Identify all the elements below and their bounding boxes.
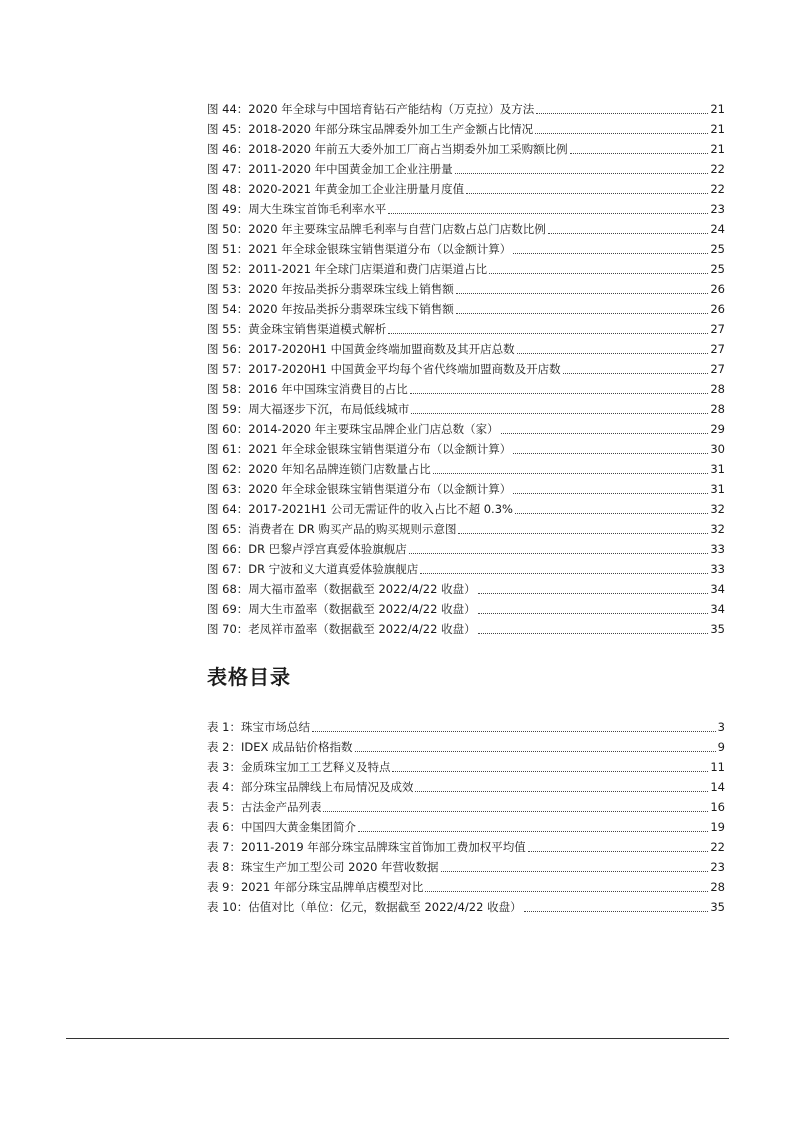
- table-toc-entry-page-number: 28: [710, 880, 725, 894]
- figure-toc-entry-page-number: 25: [710, 242, 725, 256]
- table-toc-entry[interactable]: [207, 775, 725, 795]
- figure-toc-entry-page-number: 21: [710, 102, 725, 116]
- figure-toc-entry-page-number: 23: [710, 202, 725, 216]
- dot-leader: [478, 613, 709, 614]
- table-toc-entry-label: 表 1：珠宝市场总结: [207, 720, 310, 734]
- figure-toc-entry-page-number: 28: [710, 402, 725, 416]
- figure-toc-entry-label: 图 64：2017-2021H1 公司无需证件的收入占比不超 0.3%: [207, 502, 513, 516]
- figure-toc-entry[interactable]: [207, 337, 725, 357]
- figure-toc-entry[interactable]: [207, 237, 725, 257]
- table-toc-entry-label: 表 7：2011-2019 年部分珠宝品牌珠宝首饰加工费加权平均值: [207, 840, 526, 854]
- figure-toc-entry-label: 图 53：2020 年按品类拆分翡翠珠宝线上销售额: [207, 282, 454, 296]
- figure-toc-entry[interactable]: [207, 597, 725, 617]
- figure-toc-entry[interactable]: [207, 557, 725, 577]
- figure-toc-entry-page-number: 27: [710, 362, 725, 376]
- figure-toc-entry-label: 图 60：2014-2020 年主要珠宝品牌企业门店总数（家）: [207, 422, 499, 436]
- figure-toc-entry[interactable]: [207, 257, 725, 277]
- figure-toc-entry-page-number: 34: [710, 582, 725, 596]
- table-toc-entry[interactable]: [207, 735, 725, 755]
- figure-toc-entry-label: 图 48：2020-2021 年黄金加工企业注册量月度值: [207, 182, 465, 196]
- figure-toc-entry[interactable]: [207, 477, 725, 497]
- figure-toc-entry-page-number: 31: [710, 482, 725, 496]
- figure-toc-entry[interactable]: [207, 397, 725, 417]
- figure-toc-entry[interactable]: [207, 157, 725, 177]
- table-toc-entry-page-number: 35: [710, 900, 725, 914]
- dot-leader: [355, 751, 716, 752]
- figure-toc-entry-label: 图 52：2011-2021 年全球门店渠道和费门店渠道占比: [207, 262, 488, 276]
- dot-leader: [524, 911, 709, 912]
- figure-toc-entry[interactable]: [207, 497, 725, 517]
- dot-leader: [458, 533, 708, 534]
- figure-toc-entry-label: 图 55：黄金珠宝销售渠道模式解析: [207, 322, 387, 336]
- figure-toc-entry-label: 图 70：老凤祥市盈率（数据截至 2022/4/22 收盘）: [207, 622, 476, 636]
- figure-toc-entry-label: 图 44：2020 年全球与中国培育钻石产能结构（万克拉）及方法: [207, 102, 535, 116]
- figure-toc-entry-page-number: 34: [710, 602, 725, 616]
- figure-toc-entry-page-number: 21: [710, 122, 725, 136]
- figure-toc-entry-page-number: 35: [710, 622, 725, 636]
- figure-toc-entry[interactable]: [207, 117, 725, 137]
- figure-toc-entry[interactable]: [207, 137, 725, 157]
- dot-leader: [420, 573, 708, 574]
- figure-toc-entry-label: 图 45：2018-2020 年部分珠宝品牌委外加工生产金额占比情况: [207, 122, 534, 136]
- figure-toc-entry-page-number: 22: [710, 162, 725, 176]
- table-toc-entry-page-number: 9: [717, 740, 725, 754]
- figure-toc-entry[interactable]: [207, 377, 725, 397]
- table-toc-entry-label: 表 8：珠宝生产加工型公司 2020 年营收数据: [207, 860, 439, 874]
- table-toc-entry-page-number: 23: [710, 860, 725, 874]
- figure-toc-entry[interactable]: [207, 437, 725, 457]
- dot-leader: [388, 333, 708, 334]
- figure-list: [207, 97, 725, 637]
- figure-toc-entry-page-number: 26: [710, 302, 725, 316]
- figure-toc-entry-page-number: 31: [710, 462, 725, 476]
- dot-leader: [456, 293, 709, 294]
- figure-toc-entry-label: 图 51：2021 年全球金银珠宝销售渠道分布（以金额计算）: [207, 242, 512, 256]
- dot-leader: [513, 493, 708, 494]
- dot-leader: [455, 173, 709, 174]
- figure-toc-entry-page-number: 33: [710, 542, 725, 556]
- dot-leader: [478, 593, 709, 594]
- table-toc-entry[interactable]: [207, 815, 725, 835]
- table-toc-entry-page-number: 11: [710, 760, 725, 774]
- table-toc-entry[interactable]: [207, 875, 725, 895]
- dot-leader: [489, 273, 708, 274]
- figure-toc-entry[interactable]: [207, 317, 725, 337]
- dot-leader: [415, 791, 708, 792]
- dot-leader: [456, 313, 709, 314]
- dot-leader: [563, 373, 709, 374]
- dot-leader: [517, 353, 709, 354]
- figure-toc-entry-label: 图 59：周大福逐步下沉，布局低线城市: [207, 402, 410, 416]
- figure-toc-entry-page-number: 22: [710, 182, 725, 196]
- figure-toc-entry-label: 图 65：消费者在 DR 购买产品的购买规则示意图: [207, 522, 457, 536]
- figure-toc-entry-page-number: 26: [710, 282, 725, 296]
- figure-toc-entry-page-number: 32: [710, 502, 725, 516]
- figure-toc-entry-label: 图 62：2020 年知名品牌连锁门店数量占比: [207, 462, 431, 476]
- figure-toc-entry-label: 图 68：周大福市盈率（数据截至 2022/4/22 收盘）: [207, 582, 476, 596]
- figure-toc-entry-label: 图 58：2016 年中国珠宝消费目的占比: [207, 382, 408, 396]
- figure-toc-entry-label: 图 66：DR 巴黎卢浮宫真爱体验旗舰店: [207, 542, 407, 556]
- table-toc-entry[interactable]: [207, 895, 725, 915]
- figure-toc-entry-label: 图 61：2021 年全球金银珠宝销售渠道分布（以金额计算）: [207, 442, 512, 456]
- figure-toc-entry[interactable]: [207, 177, 725, 197]
- figure-toc-entry[interactable]: [207, 297, 725, 317]
- table-toc-entry-label: 表 6：中国四大黄金集团简介: [207, 820, 356, 834]
- dot-leader: [323, 811, 708, 812]
- table-toc-entry-page-number: 16: [710, 800, 725, 814]
- tables-section-title: 表格目录: [207, 665, 291, 689]
- figure-toc-entry-label: 图 47：2011-2020 年中国黄金加工企业注册量: [207, 162, 453, 176]
- table-toc-entry-label: 表 9：2021 年部分珠宝品牌单店模型对比: [207, 880, 424, 894]
- table-toc-entry-label: 表 4：部分珠宝品牌线上布局情况及成效: [207, 780, 414, 794]
- dot-leader: [535, 133, 708, 134]
- figure-toc-entry-page-number: 33: [710, 562, 725, 576]
- footer-divider: [66, 1038, 729, 1039]
- dot-leader: [515, 513, 708, 514]
- figure-toc-entry-page-number: 21: [710, 142, 725, 156]
- table-toc-entry[interactable]: [207, 855, 725, 875]
- figure-toc-entry-page-number: 29: [710, 422, 725, 436]
- figure-toc-entry-page-number: 24: [710, 222, 725, 236]
- table-toc-entry-label: 表 10：估值对比（单位：亿元，数据截至 2022/4/22 收盘）: [207, 900, 522, 914]
- table-toc-entry-page-number: 3: [717, 720, 725, 734]
- figure-toc-entry-page-number: 27: [710, 322, 725, 336]
- figure-toc-entry-label: 图 63：2020 年全球金银珠宝销售渠道分布（以金额计算）: [207, 482, 512, 496]
- figure-toc-entry[interactable]: [207, 517, 725, 537]
- figure-toc-entry[interactable]: [207, 537, 725, 557]
- figure-toc-entry[interactable]: [207, 97, 725, 117]
- figure-toc-entry-page-number: 30: [710, 442, 725, 456]
- dot-leader: [358, 831, 708, 832]
- figure-toc-entry[interactable]: [207, 357, 725, 377]
- figure-toc-entry[interactable]: [207, 217, 725, 237]
- dot-leader: [411, 413, 708, 414]
- dot-leader: [478, 633, 709, 634]
- dot-leader: [536, 113, 708, 114]
- table-toc-entry[interactable]: [207, 835, 725, 855]
- dot-leader: [425, 891, 708, 892]
- dot-leader: [513, 253, 708, 254]
- dot-leader: [501, 433, 709, 434]
- dot-leader: [388, 213, 708, 214]
- table-toc-entry-label: 表 3：金质珠宝加工工艺释义及特点: [207, 760, 391, 774]
- figure-toc-entry[interactable]: [207, 197, 725, 217]
- figure-toc-entry-label: 图 56：2017-2020H1 中国黄金终端加盟商数及其开店总数: [207, 342, 515, 356]
- dot-leader: [513, 453, 708, 454]
- dot-leader: [433, 473, 709, 474]
- figure-toc-entry-page-number: 27: [710, 342, 725, 356]
- figure-toc-entry[interactable]: [207, 577, 725, 597]
- figure-toc-entry-label: 图 50：2020 年主要珠宝品牌毛利率与自营门店数占总门店数比例: [207, 222, 546, 236]
- dot-leader: [392, 771, 708, 772]
- figure-toc-entry-label: 图 69：周大生市盈率（数据截至 2022/4/22 收盘）: [207, 602, 476, 616]
- table-list: [207, 715, 725, 915]
- table-toc-entry-label: 表 5：古法金产品列表: [207, 800, 322, 814]
- dot-leader: [528, 851, 709, 852]
- dot-leader: [441, 871, 709, 872]
- table-toc-entry-label: 表 2：IDEX 成品钻价格指数: [207, 740, 353, 754]
- dot-leader: [570, 153, 709, 154]
- figure-toc-entry-label: 图 49：周大生珠宝首饰毛利率水平: [207, 202, 387, 216]
- table-toc-entry[interactable]: [207, 795, 725, 815]
- figure-toc-entry-label: 图 57：2017-2020H1 中国黄金平均每个省代终端加盟商数及开店数: [207, 362, 561, 376]
- dot-leader: [466, 193, 708, 194]
- dot-leader: [409, 553, 709, 554]
- table-toc-entry[interactable]: [207, 715, 725, 735]
- figure-toc-entry[interactable]: [207, 277, 725, 297]
- figure-toc-entry-page-number: 32: [710, 522, 725, 536]
- table-toc-entry-page-number: 19: [710, 820, 725, 834]
- table-toc-entry-page-number: 14: [710, 780, 725, 794]
- dot-leader: [410, 393, 709, 394]
- table-toc-entry-page-number: 22: [710, 840, 725, 854]
- figure-toc-entry[interactable]: [207, 457, 725, 477]
- dot-leader: [312, 731, 716, 732]
- figure-toc-entry[interactable]: [207, 417, 725, 437]
- figure-toc-entry-page-number: 28: [710, 382, 725, 396]
- table-toc-entry[interactable]: [207, 755, 725, 775]
- dot-leader: [548, 233, 709, 234]
- figure-toc-entry-label: 图 67：DR 宁波和义大道真爱体验旗舰店: [207, 562, 419, 576]
- figure-toc-entry-label: 图 54：2020 年按品类拆分翡翠珠宝线下销售额: [207, 302, 454, 316]
- figure-toc-entry-page-number: 25: [710, 262, 725, 276]
- figure-toc-entry[interactable]: [207, 617, 725, 637]
- figure-toc-entry-label: 图 46：2018-2020 年前五大委外加工厂商占当期委外加工采购额比例: [207, 142, 568, 156]
